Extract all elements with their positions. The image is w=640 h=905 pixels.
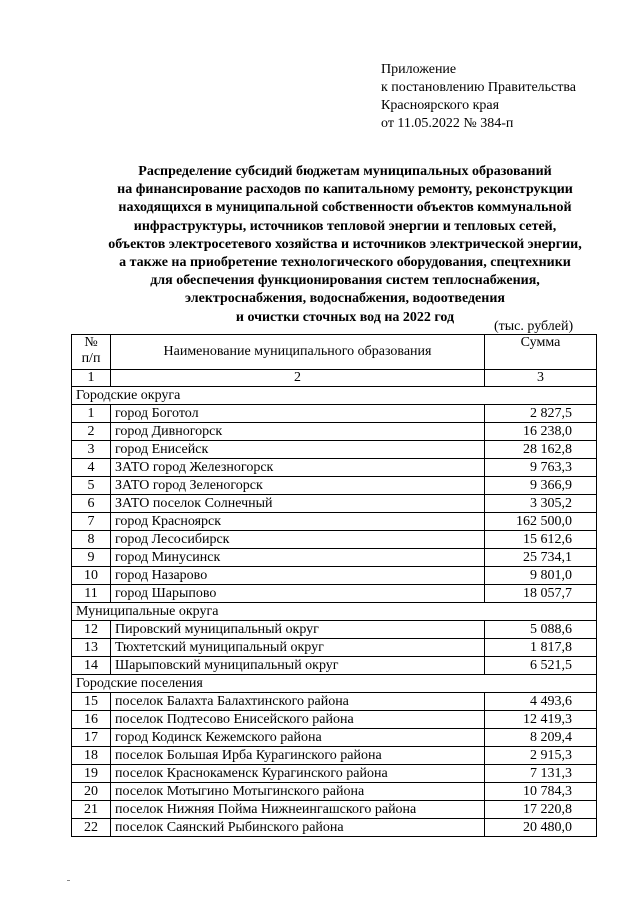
row-name: город Минусинск bbox=[111, 549, 485, 567]
row-sum: 15 612,6 bbox=[485, 531, 597, 549]
row-number: 12 bbox=[72, 621, 111, 639]
row-number: 22 bbox=[72, 819, 111, 837]
row-name: город Кодинск Кежемского района bbox=[111, 729, 485, 747]
row-number: 18 bbox=[72, 747, 111, 765]
subsidy-table bbox=[71, 334, 597, 837]
row-number: 8 bbox=[72, 531, 111, 549]
table-row bbox=[72, 441, 597, 459]
header-number bbox=[72, 335, 111, 370]
row-name: Шарыповский муниципальный округ bbox=[111, 657, 485, 675]
column-index-cell: 2 bbox=[111, 370, 485, 387]
row-name: город Лесосибирск bbox=[111, 531, 485, 549]
title-line: инфраструктуры, источников тепловой энергии и тепловых сетей, bbox=[133, 218, 557, 234]
row-number: 2 bbox=[72, 423, 111, 441]
document-title bbox=[60, 163, 630, 327]
section-row bbox=[72, 603, 597, 621]
table-row bbox=[72, 513, 597, 531]
table-row bbox=[72, 531, 597, 549]
row-name: город Шарыпово bbox=[111, 585, 485, 603]
row-sum: 9 763,3 bbox=[485, 459, 597, 477]
row-number: 16 bbox=[72, 711, 111, 729]
row-sum: 4 493,6 bbox=[485, 693, 597, 711]
row-name: город Красноярск bbox=[111, 513, 485, 531]
row-name: ЗАТО город Железногорск bbox=[111, 459, 485, 477]
table-row bbox=[72, 765, 597, 783]
table-header-row bbox=[72, 335, 597, 370]
row-number: 11 bbox=[72, 585, 111, 603]
row-name: поселок Саянский Рыбинского района bbox=[111, 819, 485, 837]
table-body bbox=[72, 335, 597, 837]
table-row bbox=[72, 801, 597, 819]
row-sum: 9 801,0 bbox=[485, 567, 597, 585]
appendix-block bbox=[381, 61, 576, 133]
row-name: поселок Большая Ирба Курагинского района bbox=[111, 747, 485, 765]
row-number: 17 bbox=[72, 729, 111, 747]
row-sum: 10 784,3 bbox=[485, 783, 597, 801]
row-sum: 162 500,0 bbox=[485, 513, 597, 531]
table-row bbox=[72, 459, 597, 477]
column-index-cell: 3 bbox=[485, 370, 597, 387]
row-sum: 5 088,6 bbox=[485, 621, 597, 639]
table-row bbox=[72, 711, 597, 729]
row-sum: 12 419,3 bbox=[485, 711, 597, 729]
appendix-line: к постановлению Правительства bbox=[381, 80, 577, 95]
appendix-line: Красноярского края bbox=[381, 98, 500, 113]
row-name: поселок Мотыгино Мотыгинского района bbox=[111, 783, 485, 801]
section-title: Городские округа bbox=[72, 387, 597, 405]
row-name: город Енисейск bbox=[111, 441, 485, 459]
table-row bbox=[72, 693, 597, 711]
row-name: город Боготол bbox=[111, 405, 485, 423]
table-row bbox=[72, 819, 597, 837]
title-line: для обеспечения функционирования систем теплоснабжения, bbox=[150, 273, 540, 289]
row-sum: 7 131,3 bbox=[485, 765, 597, 783]
column-index-row bbox=[72, 370, 597, 387]
row-name: город Дивногорск bbox=[111, 423, 485, 441]
row-sum: 16 238,0 bbox=[485, 423, 597, 441]
header-name: Наименование муниципального образования bbox=[111, 335, 485, 370]
units-label: (тыс. рублей) bbox=[494, 319, 574, 334]
row-sum: 20 480,0 bbox=[485, 819, 597, 837]
row-sum: 25 734,1 bbox=[485, 549, 597, 567]
table-row bbox=[72, 495, 597, 513]
row-number: 15 bbox=[72, 693, 111, 711]
row-sum: 3 305,2 bbox=[485, 495, 597, 513]
section-row bbox=[72, 675, 597, 693]
table-row bbox=[72, 783, 597, 801]
row-sum: 9 366,9 bbox=[485, 477, 597, 495]
row-number: 7 bbox=[72, 513, 111, 531]
row-name: Тюхтетский муниципальный округ bbox=[111, 639, 485, 657]
row-sum: 8 209,4 bbox=[485, 729, 597, 747]
table-row bbox=[72, 639, 597, 657]
row-name: поселок Краснокаменск Курагинского района bbox=[111, 765, 485, 783]
table-row bbox=[72, 477, 597, 495]
appendix-line: Приложение bbox=[381, 62, 457, 77]
header-number-line: п/п bbox=[81, 351, 101, 366]
appendix-line: от 11.05.2022 № 384-п bbox=[381, 116, 514, 131]
row-number: 21 bbox=[72, 801, 111, 819]
title-line: а также на приобретение технологического оборудования, спецтехники bbox=[119, 255, 571, 271]
row-number: 9 bbox=[72, 549, 111, 567]
section-row bbox=[72, 387, 597, 405]
table-row bbox=[72, 423, 597, 441]
section-title: Городские поселения bbox=[72, 675, 597, 693]
title-line: на финансирование расходов по капитальному ремонту, реконструкции bbox=[117, 182, 573, 198]
row-number: 13 bbox=[72, 639, 111, 657]
row-number: 5 bbox=[72, 477, 111, 495]
row-name: поселок Нижняя Пойма Нижнеингашского района bbox=[111, 801, 485, 819]
row-name: поселок Балахта Балахтинского района bbox=[111, 693, 485, 711]
header-number-line: № bbox=[84, 335, 98, 350]
row-number: 4 bbox=[72, 459, 111, 477]
row-sum: 28 162,8 bbox=[485, 441, 597, 459]
title-line: Распределение субсидий бюджетам муниципальных образований bbox=[138, 164, 552, 179]
row-sum: 18 057,7 bbox=[485, 585, 597, 603]
column-index-cell: 1 bbox=[72, 370, 111, 387]
header-sum: Сумма bbox=[485, 335, 597, 370]
row-sum: 17 220,8 bbox=[485, 801, 597, 819]
row-number: 19 bbox=[72, 765, 111, 783]
table-row bbox=[72, 567, 597, 585]
table-row bbox=[72, 657, 597, 675]
table-row bbox=[72, 549, 597, 567]
row-sum: 6 521,5 bbox=[485, 657, 597, 675]
row-number: 10 bbox=[72, 567, 111, 585]
row-name: ЗАТО город Зеленогорск bbox=[111, 477, 485, 495]
scan-mark bbox=[67, 880, 70, 881]
row-name: город Назарово bbox=[111, 567, 485, 585]
table-row bbox=[72, 747, 597, 765]
row-number: 3 bbox=[72, 441, 111, 459]
section-title: Муниципальные округа bbox=[72, 603, 597, 621]
row-number: 20 bbox=[72, 783, 111, 801]
row-sum: 2 915,3 bbox=[485, 747, 597, 765]
title-line: и очистки сточных вод на 2022 год bbox=[235, 309, 455, 325]
row-sum: 1 817,8 bbox=[485, 639, 597, 657]
table-row bbox=[72, 729, 597, 747]
row-name: ЗАТО поселок Солнечный bbox=[111, 495, 485, 513]
row-number: 6 bbox=[72, 495, 111, 513]
table-row bbox=[72, 405, 597, 423]
row-name: Пировский муниципальный округ bbox=[111, 621, 485, 639]
table-row bbox=[72, 585, 597, 603]
row-sum: 2 827,5 bbox=[485, 405, 597, 423]
title-line: находящихся в муниципальной собственности объектов коммунальной bbox=[118, 200, 572, 216]
row-number: 1 bbox=[72, 405, 111, 423]
row-number: 14 bbox=[72, 657, 111, 675]
table-row bbox=[72, 621, 597, 639]
title-line: электроснабжения, водоснабжения, водоотведения bbox=[185, 291, 505, 307]
title-line: объектов электросетевого хозяйства и источников электрической энергии, bbox=[108, 236, 582, 252]
row-name: поселок Подтесово Енисейского района bbox=[111, 711, 485, 729]
